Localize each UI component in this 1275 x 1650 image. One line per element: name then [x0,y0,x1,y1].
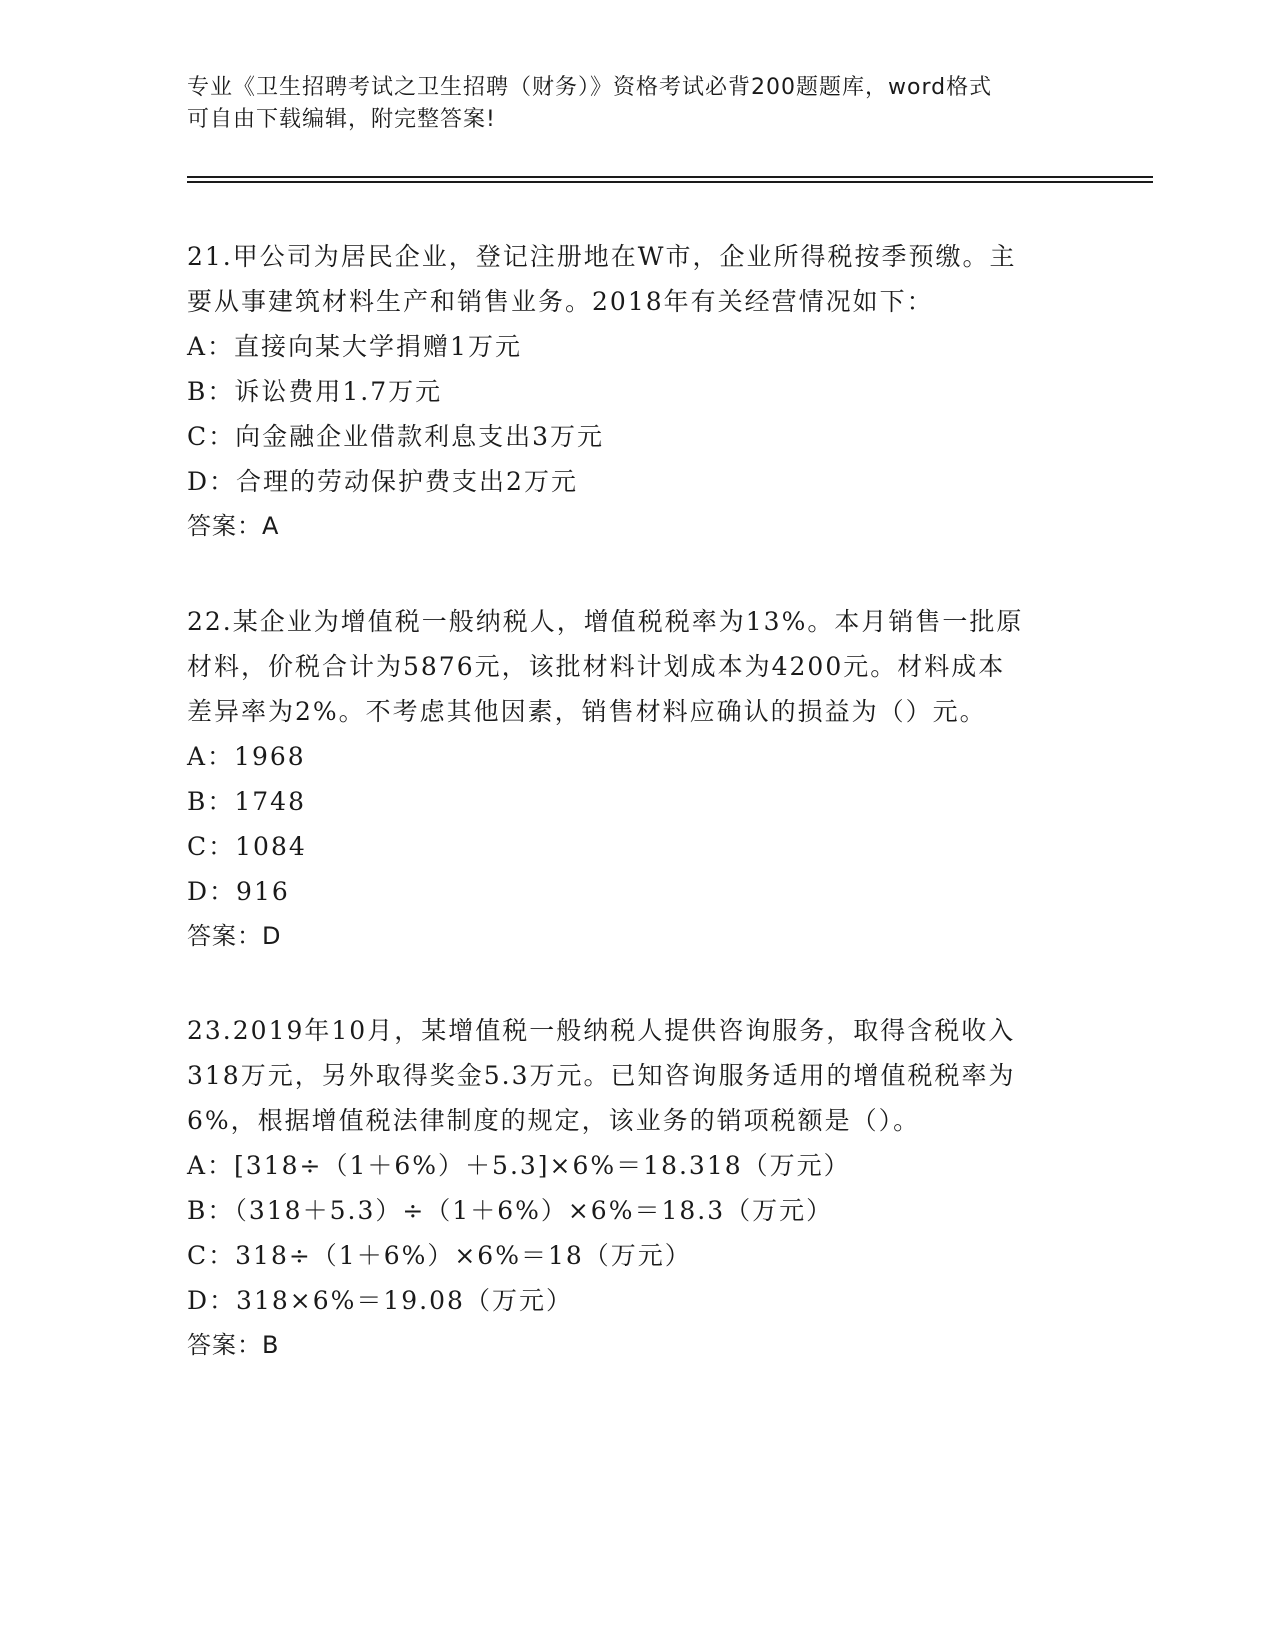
option-c: C：1084 [187,832,307,861]
option-d: D：318×6%＝19.08（万元） [187,1286,573,1315]
option-d: D：916 [187,877,290,906]
question-stem [187,1008,1087,1143]
option-a: A：[318÷（1＋6%）＋5.3]×6%＝18.318（万元） [187,1151,851,1180]
stem-line: 21.甲公司为居民企业，登记注册地在W市，企业所得税按季预缴。主 [187,242,1017,271]
stem-line: 要从事建筑材料生产和销售业务。2018年有关经营情况如下： [187,287,934,316]
option-c: C：向金融企业借款利息支出3万元 [187,422,605,451]
stem-line: 22.某企业为增值税一般纳税人，增值税税率为13%。本月销售一批原 [187,607,1024,636]
stem-line: 6%，根据增值税法律制度的规定，该业务的销项税额是（）。 [187,1106,921,1135]
header-line: 专业《卫生招聘考试之卫生招聘（财务）》资格考试必背200题题库，word格式 [187,75,993,100]
stem-line: 差异率为2%。不考虑其他因素，销售材料应确认的损益为（）元。 [187,697,987,726]
stem-line: 318万元，另外取得奖金5.3万元。已知咨询服务适用的增值税税率为 [187,1061,1016,1090]
header-divider [187,176,1153,178]
option-b: B：1748 [187,787,306,816]
option-b: B：（318＋5.3）÷（1＋6%）×6%＝18.3（万元） [187,1196,834,1225]
answer-line: 答案：A [187,512,280,540]
question-stem [187,599,1087,734]
option-a: A：1968 [187,742,306,771]
question-23 [187,1008,1087,1368]
answer-line: 答案：D [187,922,282,950]
question-22 [187,599,1087,959]
option-d: D：合理的劳动保护费支出2万元 [187,467,578,496]
header-line: 可自由下载编辑，附完整答案! [187,107,496,132]
question-stem [187,234,1087,324]
stem-line: 材料，价税合计为5876元，该批材料计划成本为4200元。材料成本 [187,652,1006,681]
option-a: A：直接向某大学捐赠1万元 [187,332,522,361]
option-c: C：318÷（1＋6%）×6%＝18（万元） [187,1241,692,1270]
option-b: B：诉讼费用1.7万元 [187,377,443,406]
document-header [187,72,1087,136]
header-divider [187,181,1153,183]
stem-line: 23.2019年10月，某增值税一般纳税人提供咨询服务，取得含税收入 [187,1016,1016,1045]
answer-line: 答案：B [187,1331,280,1359]
question-21 [187,234,1087,549]
